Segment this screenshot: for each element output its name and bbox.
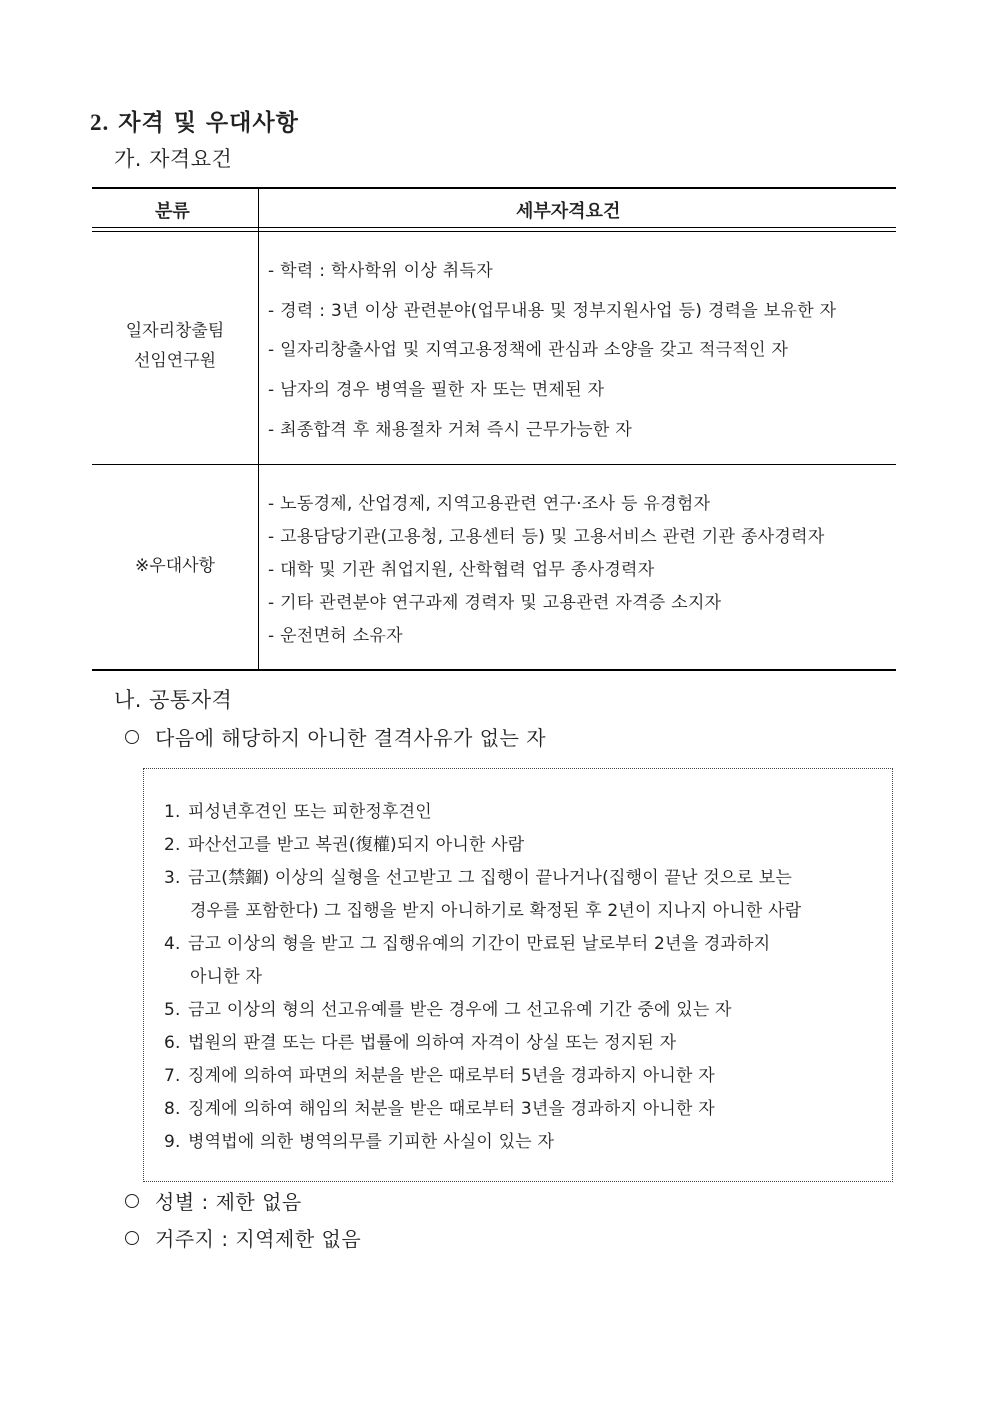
residence-requirement (125, 1223, 361, 1252)
disqualification-box (143, 768, 893, 1182)
row-1-category-line1: 일자리창출팀 (125, 321, 225, 341)
subsection-a-heading: 가. 자격요건 (114, 147, 233, 171)
header-divider-1 (92, 227, 896, 228)
disqualification-item: 1. 피성년후견인 또는 피한정후견인 (164, 802, 432, 822)
residence-text: 거주지 : 지역제한 없음 (155, 1227, 362, 1251)
disqualification-item-continued: 아니한 자 (190, 967, 263, 987)
circle-bullet-icon (125, 1231, 139, 1245)
disqualification-item: 9. 병역법에 의한 병역의무를 기피한 사실이 있는 자 (164, 1132, 555, 1152)
row-2-item: - 고용담당기관(고용청, 고용센터 등) 및 고용서비스 관련 기관 종사경력자 (268, 527, 825, 547)
disqualification-item: 2. 파산선고를 받고 복권(復權)되지 아니한 사람 (164, 835, 525, 855)
disqualification-item: 3. 금고(禁錮) 이상의 실형을 선고받고 그 집행이 끝나거나(집행이 끝난 것으로 보는 (164, 868, 792, 888)
section-title-text: 자격 및 우대사항 (118, 110, 299, 136)
header-detail: 세부자격요건 (516, 201, 621, 222)
row-2-item: - 대학 및 기관 취업지원, 산학협력 업무 종사경력자 (268, 560, 655, 580)
column-divider (258, 187, 259, 671)
table-bottom-border (92, 669, 896, 671)
section-number: 2. (90, 110, 110, 135)
disqualification-item: 5. 금고 이상의 형의 선고유예를 받은 경우에 그 선고유예 기간 중에 있는 자 (164, 1000, 732, 1020)
row-2-category: ※우대사항 (135, 556, 215, 576)
circle-bullet-icon (125, 1194, 139, 1208)
header-category: 분류 (155, 201, 190, 222)
row-2-item: - 노동경제, 산업경제, 지역고용관련 연구·조사 등 유경험자 (268, 494, 711, 514)
row-1-item: - 남자의 경우 병역을 필한 자 또는 면제된 자 (268, 380, 605, 400)
disqualification-item: 4. 금고 이상의 형을 받고 그 집행유예의 기간이 만료된 날로부터 2년을 경과하지 (164, 934, 771, 954)
row-1-item: - 일자리창출사업 및 지역고용정책에 관심과 소양을 갖고 적극적인 자 (268, 340, 789, 360)
section-title (90, 104, 299, 137)
circle-bullet-icon (125, 730, 139, 744)
lead-text: 다음에 해당하지 아니한 결격사유가 없는 자 (155, 726, 547, 750)
disqualification-item: 7. 징계에 의하여 파면의 처분을 받은 때로부터 5년을 경과하지 아니한 자 (164, 1066, 715, 1086)
gender-requirement (125, 1186, 302, 1215)
disqualification-item: 8. 징계에 의하여 해임의 처분을 받은 때로부터 3년을 경과하지 아니한 자 (164, 1099, 715, 1119)
row-2-item: - 운전면허 소유자 (268, 626, 403, 646)
qualification-table (92, 187, 896, 671)
table-top-border (92, 187, 896, 189)
header-divider-2 (92, 231, 896, 232)
gender-text: 성별 : 제한 없음 (155, 1190, 302, 1214)
row-2-item: - 기타 관련분야 연구과제 경력자 및 고용관련 자격증 소지자 (268, 593, 722, 613)
row-1-category-line2: 선임연구원 (133, 351, 217, 371)
common-qualification-lead (125, 722, 546, 751)
row-divider (92, 464, 896, 465)
disqualification-item-continued: 경우를 포함한다) 그 집행을 받지 아니하기로 확정된 후 2년이 지나지 아니한 사람 (190, 901, 802, 921)
disqualification-item: 6. 법원의 판결 또는 다른 법률에 의하여 자격이 상실 또는 정지된 자 (164, 1033, 677, 1053)
subsection-b-heading: 나. 공통자격 (114, 688, 233, 712)
row-1-category (92, 316, 258, 376)
row-1-item: - 학력 : 학사학위 이상 취득자 (268, 261, 493, 281)
row-1-item: - 경력 : 3년 이상 관련분야(업무내용 및 정부지원사업 등) 경력을 보유한 자 (268, 301, 837, 321)
row-1-item: - 최종합격 후 채용절차 거쳐 즉시 근무가능한 자 (268, 420, 633, 440)
